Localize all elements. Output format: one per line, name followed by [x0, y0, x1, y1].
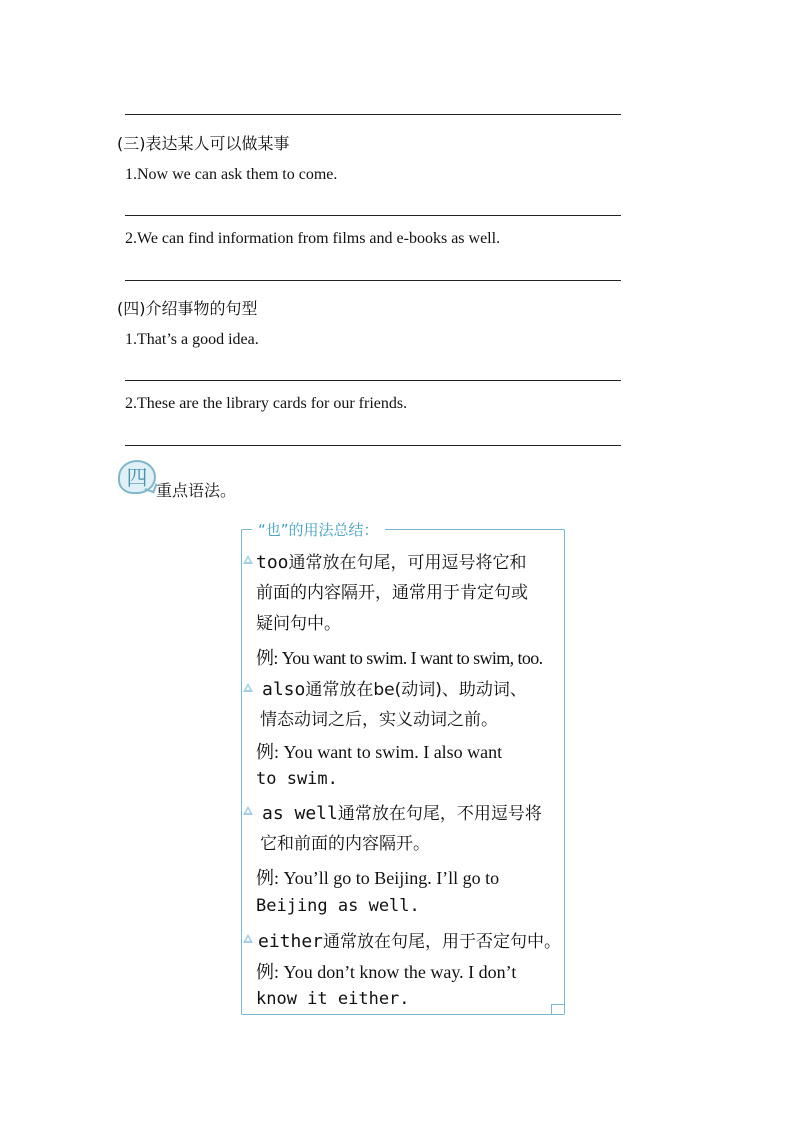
also-example-line1: 例: You want to swim. I also want	[256, 742, 503, 762]
also-word: also	[262, 679, 306, 700]
triangle-bullet-icon	[243, 806, 253, 815]
as-well-example-line1: 例: You’ll go to Beijing. I’ll go to	[256, 868, 500, 888]
as-well-example-line2: Beijing as well.	[256, 896, 420, 916]
answer-line-4-2[interactable]	[125, 445, 621, 446]
also-rule-line2: 情态动词之后，实义动词之前。	[260, 710, 498, 730]
part-number-badge: 四	[118, 460, 156, 494]
section-heading-4: (四)介绍事物的句型	[117, 299, 258, 318]
as-well-word: as well	[262, 803, 338, 824]
answer-line-3-2[interactable]	[125, 280, 621, 281]
box-folded-corner	[551, 1004, 564, 1014]
too-rule-line2: 前面的内容隔开，通常用于肯定句或	[256, 583, 528, 603]
either-example-line2: know it either.	[256, 989, 410, 1009]
too-rule-line1	[256, 548, 527, 573]
too-rule-line3: 疑问句中。	[256, 614, 341, 634]
either-rule-line1	[258, 927, 561, 952]
also-rule-line1	[262, 675, 527, 700]
answer-line-top	[125, 114, 621, 115]
answer-line-4-1[interactable]	[125, 380, 621, 381]
section-heading-3: (三)表达某人可以做某事	[117, 134, 290, 153]
triangle-bullet-icon	[243, 683, 253, 692]
part-title: 重点语法。	[156, 481, 237, 500]
answer-line-3-1[interactable]	[125, 215, 621, 216]
triangle-bullet-icon	[243, 555, 253, 564]
as-well-rule-line2: 它和前面的内容隔开。	[260, 834, 430, 854]
also-example-line2: to swim.	[256, 769, 338, 789]
also-text: 通常放在be(动词)、助动词、	[305, 680, 527, 700]
either-text: 通常放在句尾，用于否定句中。	[323, 932, 562, 952]
question-4-2: 2.These are the library cards for our friends.	[125, 395, 408, 412]
too-text: 通常放在句尾，可用逗号将它和	[288, 553, 527, 573]
question-3-1: 1.Now we can ask them to come.	[125, 166, 338, 183]
question-4-1: 1.That’s a good idea.	[125, 331, 259, 348]
as-well-rule-line1	[262, 799, 542, 824]
either-word: either	[258, 931, 324, 952]
as-well-text: 通常放在句尾，不用逗号将	[337, 804, 542, 824]
either-example-line1: 例: You don’t know the way. I don’t	[256, 962, 517, 982]
triangle-bullet-icon	[243, 934, 253, 943]
question-3-2: 2.We can find information from films and e-books as well.	[125, 230, 501, 247]
too-example: 例: You want to swim. I want to swim, too.	[256, 648, 543, 668]
grammar-box-title: “也”的用法总结：	[252, 519, 385, 540]
too-word: too	[256, 552, 289, 573]
